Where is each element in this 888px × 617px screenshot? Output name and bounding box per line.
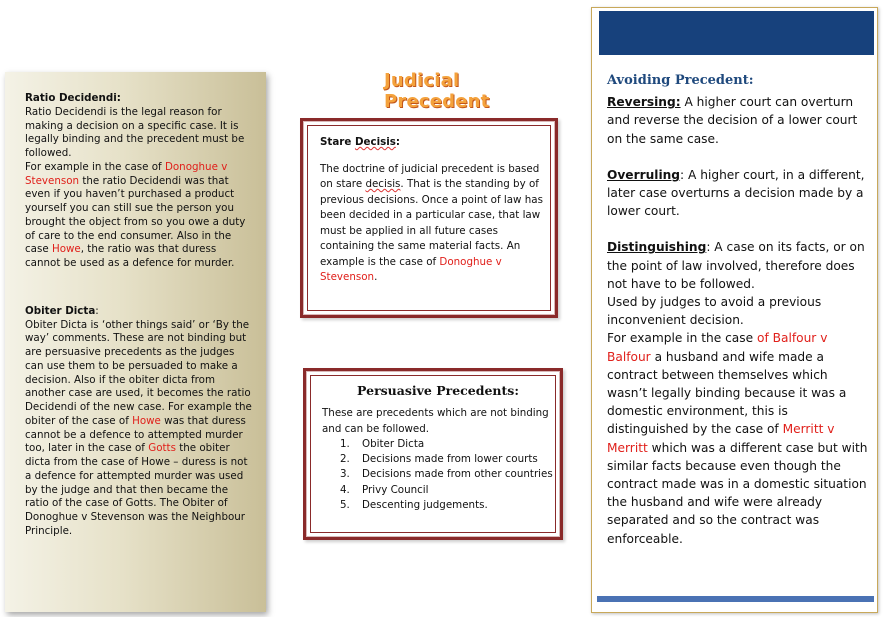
case-howe: Howe [51,243,81,256]
obiter-text: Obiter Dicta is ‘other things said’ or ‘By the way’ comments. These are not binding but are persuasive precedents as the judges can use them to be persuaded to make a decision. Also if the obiter dicta from another case are used, it becomes the ratio Decidendi of the new case. For example the obiter of the case of [25,318,252,427]
list-item-text: Decisions made from lower courts [362,453,538,466]
list-item-number: 1. [340,437,350,450]
list-item [322,483,554,498]
list-item-number: 3. [340,468,350,481]
stare-heading-decisis: Decisis [354,136,396,148]
persuasive-title: Persuasive Precedents: [357,383,519,398]
list-item [322,452,554,467]
stare-decisis-word: decisis [365,178,401,190]
stare-text: The doctrine of judicial precedent is based on stare [320,162,540,190]
right-panel [591,7,878,613]
distinguishing-paragraph [607,238,869,293]
ratio-definition: Ratio Decidendi is the legal reason for making a decision on a specific case. It is legally binding and the precedent must be followed. [25,105,245,159]
ratio-example [25,161,254,271]
stare-heading [320,135,548,151]
case-gotts: Gotts [148,442,176,455]
reversing-text: A higher court can overturn and reverse the decision of a lower court on the same case. [607,95,858,146]
footer-bar [597,596,874,602]
avoiding-title: Avoiding Precedent: [607,73,754,88]
case-donoghue: Donoghue v Stevenson [25,160,228,187]
page-title: Judicial Precedent [384,70,490,112]
persuasive-precedents-box [303,368,563,540]
list-item-number: 4. [340,483,350,496]
example-text: For example in the case [607,331,757,346]
list-item [322,437,554,452]
used-by-judges-text: Used by judges to avoid a previous inconvenient decision. [607,295,822,328]
obiter-body [25,319,254,539]
case-merritt: Merritt v Merritt [607,422,835,455]
case-balfour: of Balfour v Balfour [607,331,828,364]
list-item-number: 5. [340,499,350,512]
persuasive-content [322,383,554,513]
obiter-text: the obiter dicta from the case of Howe – duress is not a defence for attempted murder was used by the judge and that then became the ratio of the case of Gotts. The Obiter of Donoghue v Stevenson was the Neighbour Principle. [25,442,248,537]
example-text: a husband and wife made a contract between themselves which wasn’t legally binding because it was a domestic environment, this is distinguished by the case of [607,349,847,437]
list-item-text: Descenting judgements. [362,499,488,512]
stare-decisis-box [300,118,558,318]
persuasive-intro: These are precedents which are not binding and can be followed. [322,407,549,435]
list-item [322,498,554,513]
obiter-heading-line [25,305,254,319]
example-text: which was a different case but with similar facts because even though the contract made was in a domestic situation the husband and wife were already separated and so the contract was enforceable. [607,440,868,546]
list-item-text: Obiter Dicta [362,437,425,450]
stare-body [320,162,548,286]
list-item [322,467,554,482]
overruling-term: Overruling [607,167,681,182]
ratio-example-text: , the ratio was that duress cannot be used as a defence for murder. [25,243,235,269]
stare-decisis-content [320,135,548,286]
stare-heading-text: Stare [320,136,355,148]
persuasive-list [322,437,554,513]
header-bar [599,11,874,55]
overruling-text: : A higher court, in a different, later case overturns a decision made by a lower court. [607,167,865,219]
ratio-example-text: the ratio Decidendi was that even if you haven’t purchased a product yourself you can still sue the person you brought the object from so you owe a duty of care to the end consumer. Also in the case [25,174,246,256]
list-item-number: 2. [340,453,350,466]
case-howe: Howe [132,414,161,427]
obiter-heading: Obiter Dicta [25,304,96,317]
list-item-text: Privy Council [362,483,429,496]
left-panel [5,72,266,612]
reversing-term: Reversing: [607,95,681,110]
overruling-paragraph [607,166,869,221]
distinguishing-term: Distinguishing [607,240,707,255]
ratio-heading: Ratio Decidendi: [25,92,121,104]
list-item-text: Decisions made from other countries [362,468,553,481]
stare-text: . That is the standing by of previous decisions. Once a point of law has been decided in a particular case, that law must be applied in all future cases containing the same material facts. An example is the case of [320,178,543,268]
stare-heading-colon: : [395,136,401,148]
distinguishing-text: : A case on its facts, or on the point of law involved, therefore does not have to be followed. [607,240,865,291]
stare-text: . [374,271,378,283]
case-donoghue: Donoghue v Stevenson [320,255,502,283]
ratio-example-text: For example in the case of [25,160,165,173]
obiter-text: was that duress cannot be a defence to attempted murder too, later in the case of [25,414,246,455]
avoiding-content [607,72,869,548]
obiter-heading-colon: : [95,304,99,317]
example-paragraph [607,329,869,547]
reversing-paragraph [607,93,869,148]
